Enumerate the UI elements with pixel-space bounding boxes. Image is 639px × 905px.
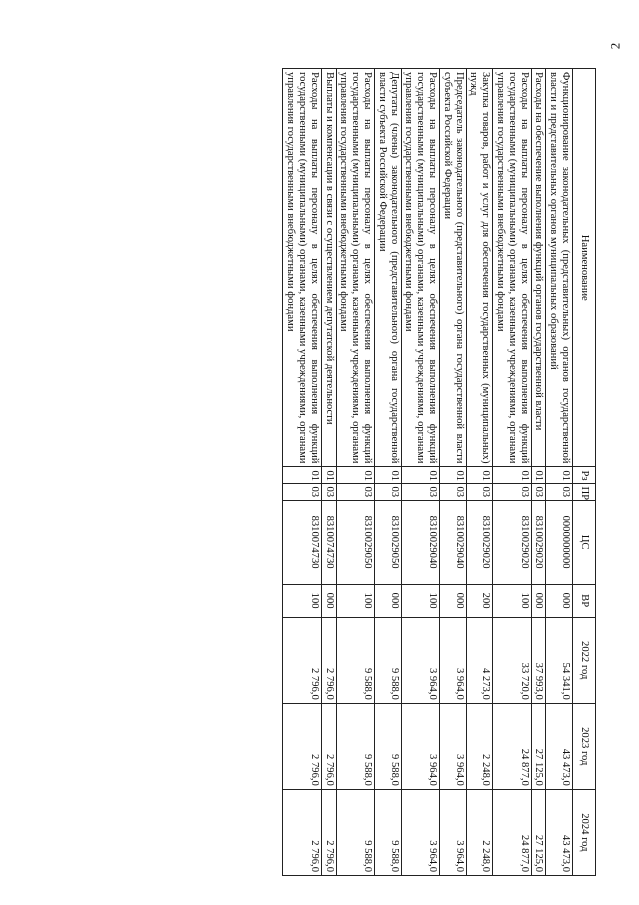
header-rz: Рз xyxy=(573,467,596,483)
row-pr: 03 xyxy=(336,483,374,500)
row-rz: 01 xyxy=(531,467,546,483)
row-pr: 03 xyxy=(440,483,467,500)
row-2022: 4 273,0 xyxy=(466,617,493,703)
row-vr: 100 xyxy=(336,584,374,617)
row-vr: 200 xyxy=(466,584,493,617)
row-pr: 03 xyxy=(401,483,439,500)
row-name: Выплаты и компенсации в связи с осуществлением депутатской деятельности xyxy=(321,69,336,467)
row-name: Председатель законодательного (представительного) органа государственной власти субъекта Российской Федерации xyxy=(440,69,467,467)
row-vr: 000 xyxy=(375,584,402,617)
row-cs: 8310029020 xyxy=(531,500,546,584)
row-vr: 000 xyxy=(321,584,336,617)
row-2023: 3 964,0 xyxy=(401,703,439,789)
header-vr: ВР xyxy=(573,584,596,617)
row-pr: 03 xyxy=(321,483,336,500)
row-2022: 2 796,0 xyxy=(283,617,321,703)
header-pr: ПР xyxy=(573,483,596,500)
row-2023: 9 588,0 xyxy=(336,703,374,789)
row-cs: 0000000000 xyxy=(546,500,573,584)
row-name: Расходы на выплаты персоналу в целях обеспечения выполнения функций государственными (муниципальными) органами, казенными учреждениями, органами управления государственными внебюджетными фондами xyxy=(283,69,321,467)
table-row xyxy=(336,69,374,876)
row-vr: 000 xyxy=(440,584,467,617)
table-row xyxy=(401,69,439,876)
row-cs: 8310029020 xyxy=(493,500,531,584)
row-cs: 8310029020 xyxy=(466,500,493,584)
row-pr: 03 xyxy=(546,483,573,500)
row-name: Расходы на обеспечение выполнения функций органов государственной власти xyxy=(531,69,546,467)
row-2023: 2 248,0 xyxy=(466,703,493,789)
row-vr: 100 xyxy=(283,584,321,617)
row-pr: 03 xyxy=(493,483,531,500)
row-2022: 54 341,0 xyxy=(546,617,573,703)
row-rz: 01 xyxy=(336,467,374,483)
page-number: 2 xyxy=(607,42,623,50)
table-row xyxy=(493,69,531,876)
row-2023: 9 588,0 xyxy=(375,703,402,789)
row-pr: 03 xyxy=(531,483,546,500)
row-vr: 100 xyxy=(401,584,439,617)
row-pr: 03 xyxy=(466,483,493,500)
row-name: Расходы на выплаты персоналу в целях обеспечения выполнения функций государственными (муниципальными) органами, казенными учреждениями, органами управления государственными внебюджетными фондами xyxy=(336,69,374,467)
row-2022: 2 796,0 xyxy=(321,617,336,703)
row-2022: 9 588,0 xyxy=(375,617,402,703)
row-2022: 3 964,0 xyxy=(401,617,439,703)
row-name: Расходы на выплаты персоналу в целях обеспечения выполнения функций государственными (муниципальными) органами, казенными учреждениями, органами управления государственными внебюджетными фондами xyxy=(493,69,531,467)
row-rz: 01 xyxy=(466,467,493,483)
row-cs: 8310074730 xyxy=(321,500,336,584)
row-2022: 3 964,0 xyxy=(440,617,467,703)
row-cs: 8310074730 xyxy=(283,500,321,584)
row-pr: 03 xyxy=(283,483,321,500)
row-2024: 9 588,0 xyxy=(375,789,402,875)
row-vr: 000 xyxy=(546,584,573,617)
row-rz: 01 xyxy=(401,467,439,483)
row-cs: 8310029050 xyxy=(336,500,374,584)
row-rz: 01 xyxy=(493,467,531,483)
row-rz: 01 xyxy=(375,467,402,483)
row-2022: 37 993,0 xyxy=(531,617,546,703)
row-pr: 03 xyxy=(375,483,402,500)
row-2024: 2 248,0 xyxy=(466,789,493,875)
row-rz: 01 xyxy=(321,467,336,483)
table-row xyxy=(375,69,402,876)
row-2023: 27 125,0 xyxy=(531,703,546,789)
header-2022: 2022 год xyxy=(573,617,596,703)
row-2022: 9 588,0 xyxy=(336,617,374,703)
row-name: Депутаты (члены) законодательного (представительного) органа государственной власти субъекта Российской Федерации xyxy=(375,69,402,467)
row-2024: 2 796,0 xyxy=(283,789,321,875)
row-2024: 43 473,0 xyxy=(546,789,573,875)
row-name: Функционирование законодательных (представительных) органов государственной власти и представительных органов муниципальных образований xyxy=(546,69,573,467)
row-2024: 3 964,0 xyxy=(401,789,439,875)
row-cs: 8310029040 xyxy=(401,500,439,584)
table-row xyxy=(531,69,546,876)
row-rz: 01 xyxy=(440,467,467,483)
header-2023: 2023 год xyxy=(573,703,596,789)
header-cs: ЦС xyxy=(573,500,596,584)
row-2023: 2 796,0 xyxy=(321,703,336,789)
header-name: Наименование xyxy=(573,69,596,467)
budget-table xyxy=(282,68,596,876)
row-vr: 000 xyxy=(531,584,546,617)
row-name: Закупка товаров, работ и услуг для обеспечения государственных (муниципальных) нужд xyxy=(466,69,493,467)
table-header-row xyxy=(573,69,596,876)
row-cs: 8310029050 xyxy=(375,500,402,584)
table-row xyxy=(546,69,573,876)
row-2024: 9 588,0 xyxy=(336,789,374,875)
table-row xyxy=(466,69,493,876)
row-name: Расходы на выплаты персоналу в целях обеспечения выполнения функций государственными (муниципальными) органами, казенными учреждениями, органами управления государственными внебюджетными фондами xyxy=(401,69,439,467)
row-2023: 24 877,0 xyxy=(493,703,531,789)
row-2023: 2 796,0 xyxy=(283,703,321,789)
table-row xyxy=(283,69,321,876)
row-rz: 01 xyxy=(546,467,573,483)
header-2024: 2024 год xyxy=(573,789,596,875)
rotated-page xyxy=(282,68,596,876)
row-2023: 3 964,0 xyxy=(440,703,467,789)
row-2023: 43 473,0 xyxy=(546,703,573,789)
row-2024: 3 964,0 xyxy=(440,789,467,875)
table-row xyxy=(321,69,336,876)
row-vr: 100 xyxy=(493,584,531,617)
row-2022: 33 720,0 xyxy=(493,617,531,703)
row-2024: 2 796,0 xyxy=(321,789,336,875)
row-rz: 01 xyxy=(283,467,321,483)
table-row xyxy=(440,69,467,876)
row-cs: 8310029040 xyxy=(440,500,467,584)
row-2024: 24 877,0 xyxy=(493,789,531,875)
row-2024: 27 125,0 xyxy=(531,789,546,875)
